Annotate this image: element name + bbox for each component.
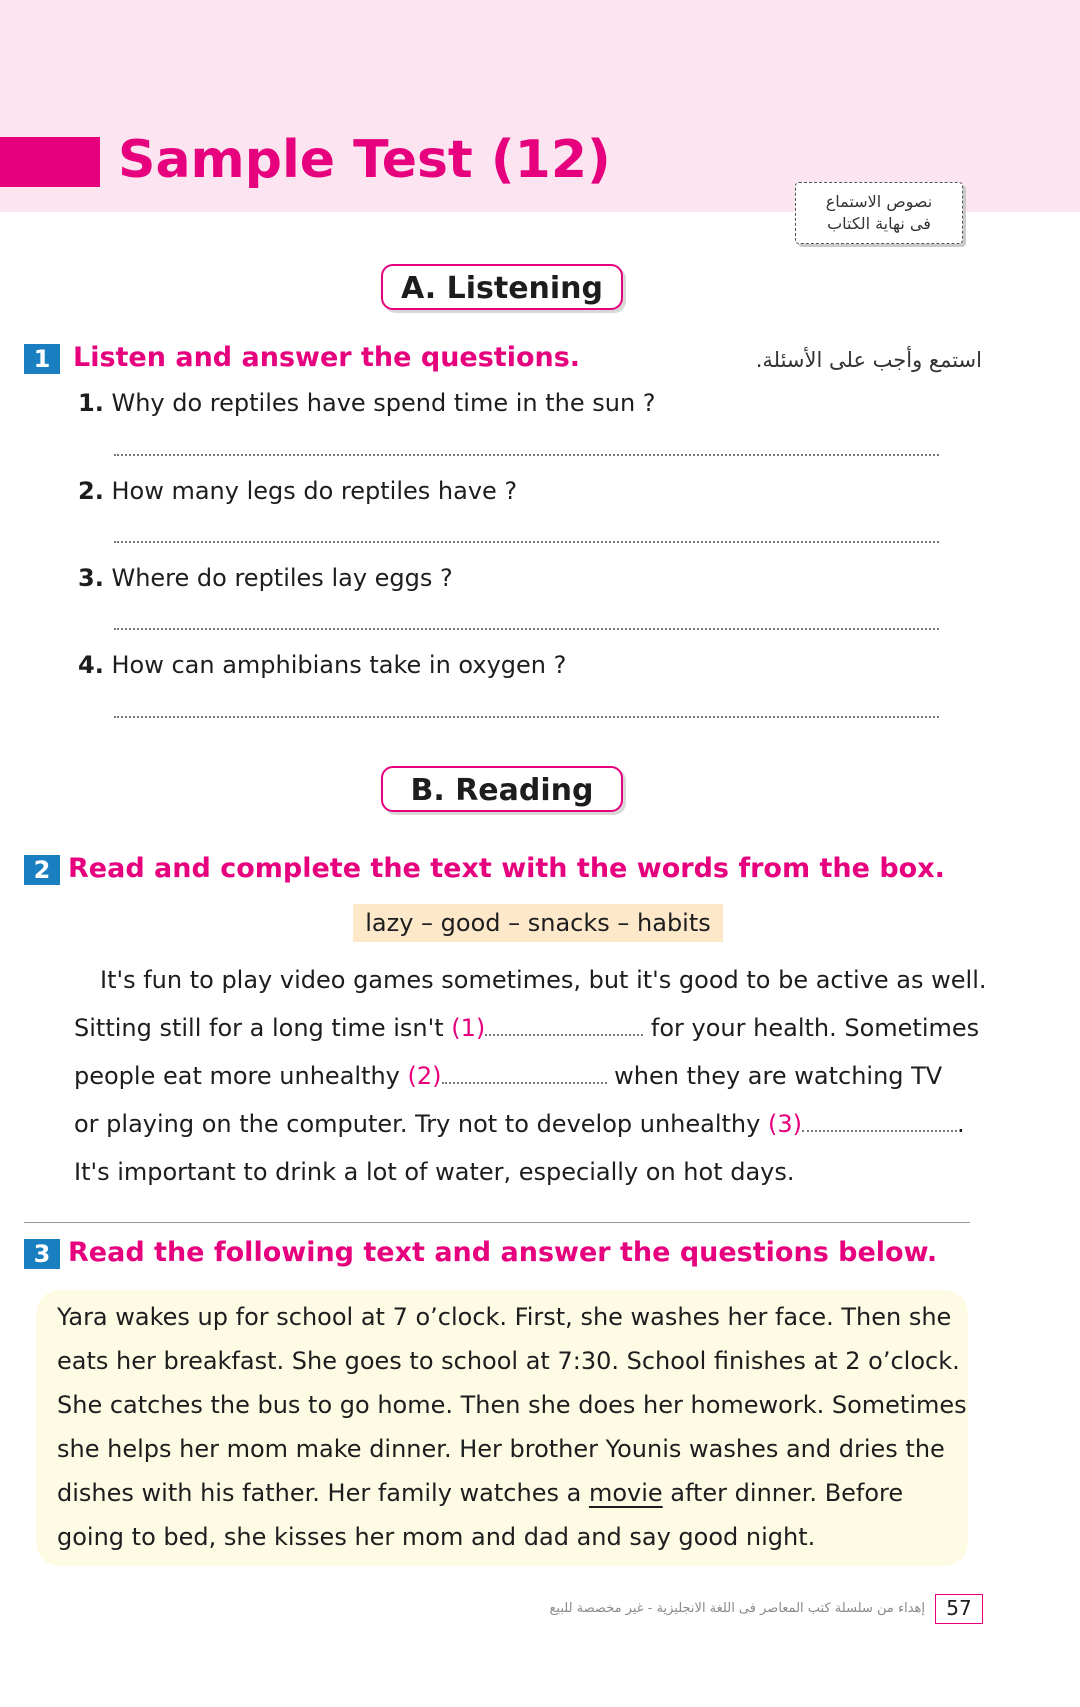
question-3-title: Read the following text and answer the questions below. [68, 1237, 938, 1268]
line-text: when they are watching TV [606, 1062, 943, 1090]
page-number: 57 [935, 1594, 983, 1624]
completion-line-3 [74, 1059, 942, 1093]
script-note-line-1: نصوص الاستماع [825, 192, 933, 211]
passage-line-2: eats her breakfast. She goes to school at 7:30. School finishes at 2 o’clock. [57, 1347, 960, 1375]
completion-line-2 [74, 1011, 979, 1045]
answer-line-3[interactable] [114, 628, 939, 630]
passage-line-1: Yara wakes up for school at 7 o’clock. First, she washes her face. Then she [57, 1303, 952, 1331]
line-text: or playing on the computer. Try not to develop unhealthy [74, 1110, 768, 1138]
section-a-heading: A. Listening [381, 264, 623, 310]
question-3-badge: 3 [24, 1239, 60, 1269]
question-number: 1. [78, 389, 104, 417]
question-text: Where do reptiles lay eggs ? [111, 564, 453, 592]
completion-line-5: It's important to drink a lot of water, especially on hot days. [74, 1158, 795, 1186]
line-text: people eat more unhealthy [74, 1062, 408, 1090]
answer-line-2[interactable] [114, 541, 939, 543]
script-note-line-2: فى نهاية الكتاب [827, 214, 931, 233]
question-2-badge: 2 [24, 855, 60, 885]
question-1-title: Listen and answer the questions. [73, 342, 581, 373]
blank-2[interactable] [442, 1062, 607, 1084]
question-text: How can amphibians take in oxygen ? [111, 651, 567, 679]
line-text: for your health. Sometimes [643, 1014, 980, 1042]
question-text: Why do reptiles have spend time in the sun ? [111, 389, 656, 417]
question-2-title: Read and complete the text with the words from the box. [68, 853, 945, 884]
completion-line-1: It's fun to play video games sometimes, but it's good to be active as well. [100, 966, 987, 994]
blank-3-number: (3) [767, 1110, 802, 1138]
footer-note: إهداء من سلسلة كتب المعاصر فى اللغة الانجليزية - غير مخصصة للبيع [549, 1601, 925, 1616]
blank-1-number: (1) [451, 1014, 486, 1042]
completion-line-4 [74, 1107, 965, 1141]
question-1-arabic-instruction: استمع وأجب على الأسئلة. [755, 348, 982, 372]
title-accent-bar [0, 137, 100, 187]
question-number: 4. [78, 651, 104, 679]
question-number: 2. [78, 477, 104, 505]
question-text: How many legs do reptiles have ? [111, 477, 518, 505]
listening-question-1 [78, 386, 656, 420]
section-b-heading: B. Reading [381, 766, 623, 812]
passage-line-5 [57, 1476, 903, 1510]
blank-2-number: (2) [407, 1062, 442, 1090]
listening-question-3 [78, 561, 453, 595]
question-number: 3. [78, 564, 104, 592]
word-box: lazy – good – snacks – habits [353, 904, 723, 942]
line-text: dishes with his father. Her family watches a [57, 1479, 589, 1507]
answer-line-4[interactable] [114, 716, 939, 718]
blank-3[interactable] [802, 1110, 957, 1132]
question-1-badge: 1 [24, 344, 60, 374]
listening-question-4 [78, 648, 566, 682]
section-divider [24, 1222, 970, 1223]
passage-line-3: She catches the bus to go home. Then she does her homework. Sometimes [57, 1391, 967, 1419]
passage-line-6: going to bed, she kisses her mom and dad and say good night. [57, 1523, 816, 1551]
line-text: . [956, 1110, 965, 1138]
answer-line-1[interactable] [114, 454, 939, 456]
blank-1[interactable] [485, 1014, 643, 1036]
listening-question-2 [78, 474, 517, 508]
page-title: Sample Test (12) [118, 130, 611, 190]
line-text: Sitting still for a long time isn't [74, 1014, 452, 1042]
line-text: after dinner. Before [662, 1479, 904, 1507]
underlined-word: movie [588, 1479, 663, 1507]
passage-line-4: she helps her mom make dinner. Her brother Younis washes and dries the [57, 1435, 945, 1463]
listening-scripts-note [795, 182, 963, 244]
